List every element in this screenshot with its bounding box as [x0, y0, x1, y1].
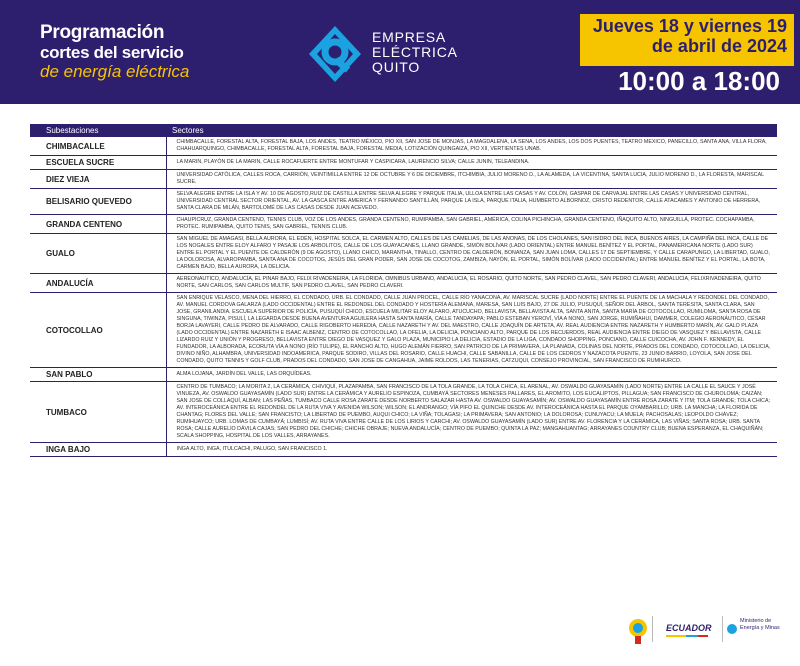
- sectors-list: CENTRO DE TUMBACO; LA MORITA 2, LA CERÁMICA, CHIVIQUÍ, PLAZAPAMBA, SAN FRANCISCO DE LA TOLA GRANDE, LA TOLA CHICA, EL ARENAL, AV. OSWALDO GUAYASAMÍN (LADO NORTE) ENTRE LA CALLE EL SAUCE Y JOSÉ VINUEZA, AV. OSWALDO GUAYASAMÍN (LADO SUR) ENTRE LA CERÁMICA Y AURELIO ESPINOZA, CUMBAYÁ SECTORES MENESES PALLARES, EL AROMITO, LOS EUCALIPTOS, PILLAGUA; SAN FRANCISCO DE CHUROLOMA; CAIZÁN; SAN JOSE DE COLLAQUÍ, ALBAN; LAS PEÑAS, TUMBACO CALLE ROSA ZARATE DESDE NORBERTO SALAZAR HASTA AV. OSWALDO GUAYASAMÍN; AV. OSWALDO GUAYASAMÍN ENTRE ROSA ZARATE Y ITM; TOLA GRANDE; TOLA CHICA; AV. INTEROCEÁNICA ENTRE EL REDONDEL DE LA RUTA VIVA Y AVENIDA WILSON; WILSON; EL ANDRANGO; VÍA PIFO EL QUINCHE DESDE AV. INTEROCEÁNICA HASTA EL PARQUE OYAMBARILLO; URB. LA MANCHA; LA FLORIDA DE CHANTAG; FLORES DEL VALLE; SAN FRANCISTO; LA LIBERTAD DE PUEMBO, AUQUI CHICO; LA VIÑA; TOLAGASI; LA PRIMAVERA; SAN ANTONIO; LA DOLOROSA; CUNUYACU; LA MUELA; PACHOSALAS; LEOPOLDO CHÁVEZ; RUMIHUAYCO; URB. LOMAS DE CUMBAYÁ; LUMBISÍ; AV. RUTA VIVA ENTRE CALLE DE LOS LIRIOS Y CARCHI; AV. OSWALDO GUAYASAMÍN (LADO SUR) ENTRE AV. FLORENCIA Y LA CERÁMICA, LAS VIÑAS; SANTA ROSA; URB. SANTA ROSA; CALLE AURELIO DÁVILA CAJAS; SAN PEDRO DEL CHICHE; CHICHE OBRAJE; NUEVA ANDALUCÍA; CENTRO DE PUEMBO; QUINTA LA PAZ; MANGAHUANTAG; ARRAYANES COUNTRY CLUB; BUENA ESPERANZA, EL CHAQUIÑÁN; SCALA SHOPPING, HOSPITAL DE LOS VALLES, ARRAYANES.: [166, 382, 777, 443]
- substation-name: GUALO: [30, 234, 166, 274]
- table-row: [30, 170, 777, 189]
- outage-table: [30, 124, 777, 457]
- table-row: [30, 234, 777, 274]
- sectors-list: CHIMBACALLE, FORESTAL ALTA, FORESTAL BAJA, LOS ANDES, TEATRO MÉXICO, PIO XII, SAN JOSE DE MONJAS, LA MAGDALENA, LA SENA, LOS ANDES, LOS DOS PUENTES, TEATRO MEXICO, PANECILLO, SANTA ANA, VILLA FLORA, CHAHUARQUINGO, CHIMBACALLE, FORESTAL ALTA, FORESTAL BAJA, FORESTAL MEDIA, LOTIZACIÓN QUINGAIZA, PIO XII, VERTIENTES UNAB.: [166, 137, 777, 156]
- substation-name: BELISARIO QUEVEDO: [30, 189, 166, 215]
- substation-name: CHIMBACALLE: [30, 137, 166, 156]
- substation-name: TUMBACO: [30, 382, 166, 443]
- table-header-row: [30, 124, 777, 137]
- table-row: [30, 274, 777, 293]
- title-line-1: Programación: [40, 22, 165, 43]
- coat-of-arms-icon: [629, 619, 647, 644]
- substation-name: GRANDA CENTENO: [30, 215, 166, 234]
- table-row: [30, 293, 777, 368]
- ministry-line-2: Energía y Minas: [740, 624, 780, 631]
- header-banner: [0, 0, 800, 104]
- table-row: [30, 368, 777, 382]
- sectors-list: SAN ENRIQUE VELASCO, MENA DEL HIERRO, EL CONDADO, URB. EL CONDADO, CALLE JUAN PROCEL, CALLE RÍO YANACONA, AV. MARISCAL SUCRE (LADO NORTE) ENTRE EL PUENTE DE LA MACHALA Y REDONDEL DEL CONDADO, AV. MANUEL CORDOVA GALARZA (LADO OCCIDENTAL) ENTRE EL REDONDEL DEL CONDADO Y HOSTERÍA ALEMANA, MARESA, SAN LUIS BAJO, 27 DE JULIO, PUSUQUÍ, SEÑOR DEL ÁRBOL, SANTA TERESITA, SANTA CLARA, SAN JOSE, GRANILANDIA, ESCUELA SUPERIOR DE POLICÍA, PUSUQUÍ CHICO, ESCUELA MILITAR ELOY ALFARO, ATUCUCHO, BELLAVISTA, BELLAVISTA ALTA, SANTA ANITA, SANTA MARÍA DE COTOCOLLAO, RUMILOMA, SANTA ROSA DE SINGUNA, TIWINZA, PISULÍ, LA LEGARDA DESDE BUENA AVENTURA AGUILERA HASTA SANTA MARÍA, CALLE TANDAYAPA; PABLO ESTEBAN YEROVÍ, VÍA A NONO, SAN JORGE, RUMIÑAHUI, DAMMER, COLEGIO AERONÁUTICO, CÉSAR BORJA LAVAYERI, CALLE PEDRO DE ALVARADO, CALLE RIGOBERTO HEREDIA, CALLE NAZARETH Y AV. DEL MAESTRO, CALLE JOAQUÍN DE ARTETA, AV. REAL AUDIENCIA ENTRE NAZARETH Y HUMBERTO MARÍN, AV. GALO PLAZA (LADO OCCIDENTAL) ENTRE NAZARETH E ISAAC ALBENIZ, CENTRO DE COTOCOLLAO, LA OFELIA, LA DELICIA, PONCIANO ALTO, PARQUE DE LOS RECUERDOS, REAL AUDIENCIA ENTRE DIEGO DE VASQUEZ Y BELLAVISTA, CALLE LIZARDO RUIZ Y UNIÓN Y PROGRESO, BELLAVISTA ENTRE DIEGO DE VASQUEZ Y GALO PLAZA, MUNICIPIO LA DELICIA, ESTADIO DE LA LIGA, CONDADO SHOPPING, PONCIANO, CALLE CUICOCHA, AV. JOHN F. KENNEDY, EL FUNDADOR, LA ALBORADA, ECORUTA VÍA A NONO (RÍO TULIPE), EL RANCHO ALTO, HUGO ALEMÁN FIERRO, SAN PATRICIO DE LA PRIMAVERA, LA PLANADA, COLINAS DEL NORTE, PRADOS DEL CONDADO, COTOCOLLAO, LA DELICIA, DIVINO NIÑO, ALHAMBRA, UNIVERSIDAD INDOAMERICA, PARQUE SODIRO, VILLAS DEL ROSARIO, CALLE HUACHI, CALLE SABANILLA, CALLE DE LOS CEDROS Y NAZACOTA PUENTE, 23 JUNIO BARRIO, LOYOLA, SAN JOSE DEL CONDADO, QUITO TENNIS Y GOLF CLUB, PRADOS DEL CONDADO, SAN JOSE DE CANGAHUA, JAIME ROLDOS, LAS TENERIAS, CATZUQUI, CONSEJO PROVINCIAL, SAN FRANCISCO DE RUMIHURCO.: [166, 293, 777, 368]
- sectors-list: LA MARIN, PLAYÓN DE LA MARIN, CALLE ROCAFUERTE ENTRE MONTUFAR Y CASPICARA, LAURENCIO SILVA; CALLE JUNIN, TELEANDINA.: [166, 156, 777, 170]
- date-line-1: Jueves 18 y viernes 19: [592, 16, 787, 36]
- eeq-logo-icon: [305, 24, 365, 84]
- title-block: [40, 22, 189, 81]
- column-header-substation: Subestaciones: [30, 124, 166, 137]
- table-row: [30, 215, 777, 234]
- company-name: [372, 30, 458, 75]
- substation-name: COTOCOLLAO: [30, 293, 166, 368]
- sectors-list: SAN MIGUEL DE AMAGASI, BELLA AURORA, EL EDÉN, HOSPITAL SOLCA, EL CARMEN ALTO, CALLES DE LAS CAMELIAS, DE LAS ANONAS, DE LOS CHOLANES, SAN ISIDRO DEL INCA, BUENOS AIRES, LA CAMPIÑA DEL INCA, CALLE DE LOS NOGALES ENTRE ELOY ALFARO Y PASAJE LOS ARBOLITOS, CALLE DE LOS GUAYACANES, LLANO GRANDE, SIMÓN BOLÍVAR (LADO ORIENTAL) ENTRE MANUEL BENÍTEZ Y EL PORTAL, PANAMERICANA NORTE (LADO SUR) ENTRE EL PORTAL Y EL PUENTE DE CALDERÓN (9 DE AGOSTO), LLANO CHICO, MARANTHA, TINALLO, CENTRO DE CALDERÓN, BONANZA, SAN JUAN LOMA, CALLES 17 DE SEPTIEMBRE, Y CALLE CARAPUNGO, LA LIBERTAD, GUALO, LA DOLOROSA, ALVAROPAMBA, SANTA ANA DE COCOTOG, JESÚS DEL GRAN PODER, SAN JOSE DE COCOTOG, ZAMBIZA, NAYÓN, EL PORTAL, SIMÓN BOLÍVAR (LADO OCCIDENTAL) ENTRE MANUEL BENÍTEZ Y EL PORTAL, LA BOTA, CARMEN BAJO, BELLA AURORA, LA DELICIA.: [166, 234, 777, 274]
- brand-line-1: EMPRESA: [372, 29, 447, 45]
- substation-name: INGA BAJO: [30, 443, 166, 457]
- ministry-icon: [727, 624, 737, 634]
- sectors-list: AEREONAUTICO, ANDALUCÍA, EL PINAR BAJO, FELIX RIVADENEIRA, LA FLORIDA, OMNIBUS URBANO, ANDALUCIA, EL ROSARIO, QUITO NORTE, SAN PEDRO CLAVEL, SAN PEDRO CLAVERI, ANDALUCIA, FELIXRIVADENEIRA, QUITO NORTE, SAN CARLOS, SAN CARLOS MULTIF, SAN PEDRO CLAVEL, SAN PEDRO CLAVERI.: [166, 274, 777, 293]
- brand-line-2: ELÉCTRICA: [372, 44, 458, 60]
- date-label: [580, 16, 787, 56]
- sectors-list: SELVA ALEGRE ENTRE LA ISLA Y AV. 10 DE AGOSTO,RUIZ DE CASTILLA ENTRE SELVA ALEGRE Y PARQUE ITALIA, ULLOA ENTRE LAS CASAS Y AV. COLÓN, GASPAR DE CARVAJAL ENTRE LAS CASAS Y UNIVERSIDAD CENTRAL, UNIVERSIDAD CENTRAL SECTOR ORIENTAL, AV. LA GASCA ENTRE AMERICA Y FERNANDO SANTILLÁN, PARQUE LA ISLA, PARQUE ITALIA, HUMBERTO ALBORNOZ, CRISTO REDENTOR, CALLE ATACAMES Y ANTONIO DE HERRERA, SANTA CLARA DE MILÁN, BARTOLOMÉ DE LAS CASAS DESDE JUAN ACEVEDO.: [166, 189, 777, 215]
- substation-name: DIEZ VIEJA: [30, 170, 166, 189]
- date-line-2: de abril de 2024: [651, 36, 787, 56]
- sectors-list: CHAUPICRUZ, GRANDA CENTENO, TENNIS CLUB, VOZ DE LOS ANDES, GRANDA CENTENO, RUMIPAMBA, SAN GABRIEL, AMÉRICA, COLINA PICHINCHA, GRANDA CENTENO, IÑAQUITO ALTO, NINGUILLÁ, PROTEC. COCHAPAMBA, PROTEC. RUMIPAMBA, QUITO TENIS, SAN GABRIEL, TENNIS CLUB.: [166, 215, 777, 234]
- ministry-line-1: Ministerio de: [740, 618, 772, 624]
- title-line-2: cortes del servicio: [40, 43, 184, 62]
- ecuador-logo: ECUADOR: [666, 623, 712, 633]
- sectors-list: ALMA LOJANA, JARDÍN DEL VALLE, LAS ORQUÍDEAS.: [166, 368, 777, 382]
- column-header-sectors: Sectores: [166, 124, 777, 137]
- substation-name: ANDALUCÍA: [30, 274, 166, 293]
- table-row: [30, 443, 777, 457]
- time-range: 10:00 a 18:00: [618, 66, 780, 96]
- substation-name: ESCUELA SUCRE: [30, 156, 166, 170]
- ministry-name: [740, 618, 788, 631]
- sectors-list: INGA ALTO, INGA, ITULCACHI, PALUGO, SAN FRANCISCO 1.: [166, 443, 777, 457]
- brand-line-3: QUITO: [372, 59, 421, 75]
- title-line-3: de energía eléctrica: [40, 62, 190, 81]
- table-row: [30, 382, 777, 443]
- table-row: [30, 137, 777, 156]
- table-row: [30, 156, 777, 170]
- substation-name: SAN PABLO: [30, 368, 166, 382]
- table-row: [30, 189, 777, 215]
- sectors-list: UNIVERSIDAD CATÓLICA, CALLES ROCA, CARRIÓN, VEINTIMILLA ENTRE 12 DE OCTUBRE Y 6 DE DICIEMBRE, ITCHIMBIA, JULIO MORENO D., LA ALAMEDA, LA VICENTINA, SANTA LUCIA, JULIO MORENO D., LA FLORESTA, MARISCAL SUCRE.: [166, 170, 777, 189]
